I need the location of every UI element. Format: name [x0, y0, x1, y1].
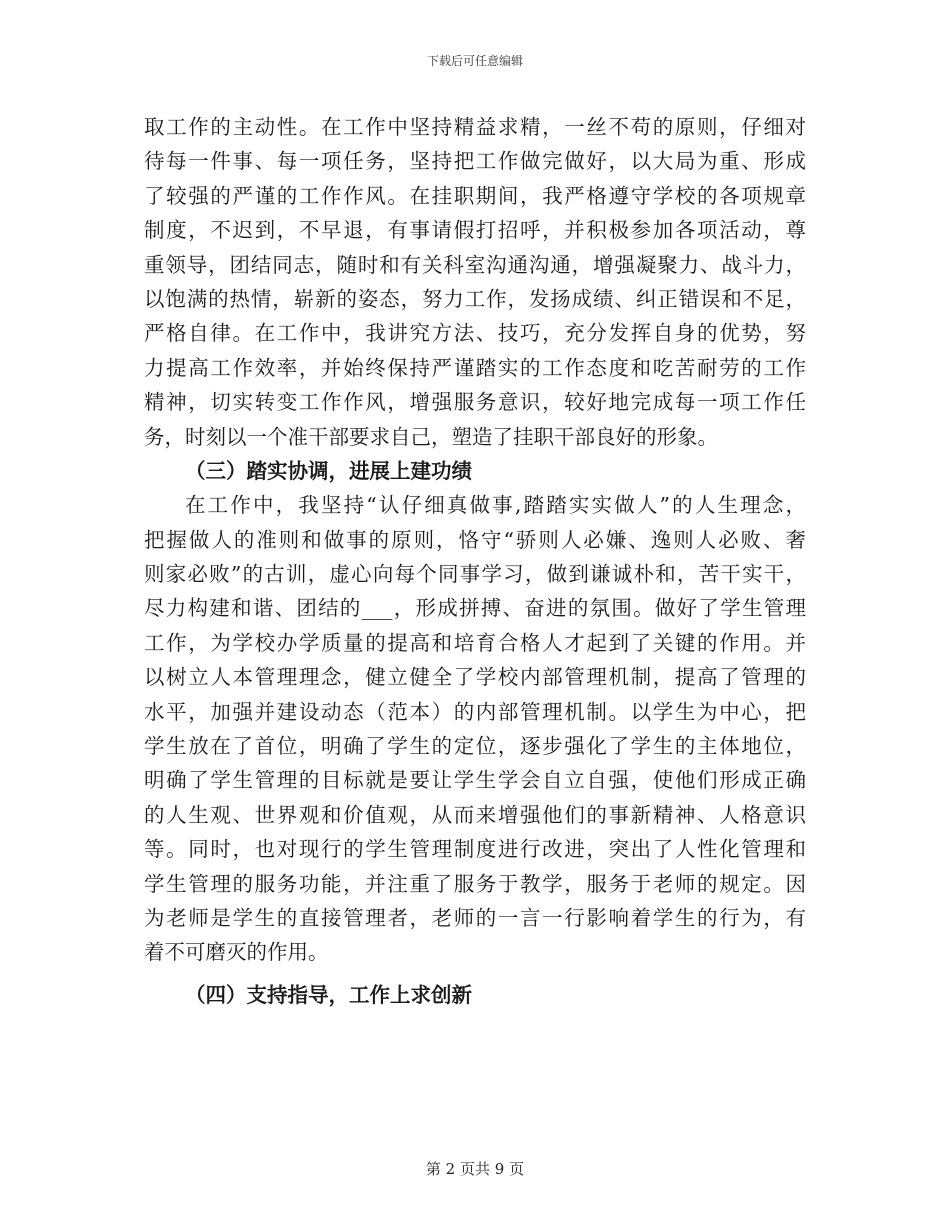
document-body [144, 110, 806, 1012]
text-line: 以饱满的热情，崭新的姿态，努力工作，发扬成绩、纠正错误和不足， [144, 286, 806, 311]
text-line: 着不可磨灭的作用。 [144, 940, 329, 965]
text-line: 尽力构建和谐、团结的___，形成拼搏、奋进的氛围。做好了学生管理 [144, 596, 806, 621]
text-line: 精神，切实转变工作作风，增强服务意识，较好地完成每一项工作任 [144, 390, 806, 415]
text-line: 把握做人的准则和做事的原则，恪守“骄则人必嫌、逸则人必败、奢 [144, 527, 806, 552]
text-line: 的人生观、世界观和价值观，从而来增强他们的事新精神、人格意识 [144, 802, 806, 827]
text-line: 制度，不迟到，不早退，有事请假打招呼，并积极参加各项活动，尊 [144, 218, 806, 243]
text-line: 学生管理的服务功能，并注重了服务于教学，服务于老师的规定。因 [144, 871, 806, 896]
page-header: 下载后可任意编辑 [426, 54, 523, 68]
text-line: 了较强的严谨的工作作风。在挂职期间，我严格遵守学校的各项规章 [144, 183, 806, 208]
text-line: 则家必败”的古训，虚心向每个同事学习，做到谦诚朴和，苦干实干， [144, 562, 806, 587]
text-line: 取工作的主动性。在工作中坚持精益求精，一丝不苟的原则，仔细对 [144, 115, 806, 139]
text-line: 工作，为学校办学质量的提高和培育合格人才起到了关键的作用。并 [144, 630, 806, 655]
text-line: 为老师是学生的直接管理者，老师的一言一行影响着学生的行为，有 [144, 905, 806, 930]
text-line: 力提高工作效率，并始终保持严谨踏实的工作态度和吃苦耐劳的工作 [144, 355, 806, 380]
section-heading-3: （三）踏实协调，进展上建功绩 [185, 458, 472, 483]
text-line: 重领导，团结同志，随时和有关科室沟通沟通，增强凝聚力、战斗力， [144, 252, 806, 277]
text-line: 明确了学生管理的目标就是要让学生学会自立自强，使他们形成正确 [144, 768, 806, 793]
paragraph-gap [144, 970, 806, 978]
text-line: 等。同时，也对现行的学生管理制度进行改进，突出了人性化管理和 [144, 837, 806, 862]
page-number: 第 2 页共 9 页 [425, 1160, 525, 1178]
text-line: 以树立人本管理理念，健立健全了学校内部管理机制，提高了管理的 [144, 665, 806, 690]
text-line: 水平，加强并建设动态（范本）的内部管理机制。以学生为中心，把 [144, 699, 806, 724]
section-heading-4: （四）支持指导，工作上求创新 [185, 982, 472, 1007]
text-line: 务，时刻以一个准干部要求自己，塑造了挂职干部良好的形象。 [144, 424, 718, 449]
text-line: 待每一件事、每一项任务，坚持把工作做完做好，以大局为重、形成 [144, 149, 806, 174]
text-line: 学生放在了首位，明确了学生的定位，逐步强化了学生的主体地位， [144, 734, 806, 759]
paragraph-2 [144, 488, 806, 969]
text-line: 严格自律。在工作中，我讲究方法、技巧，充分发挥自身的优势，努 [144, 321, 806, 346]
text-line: 在工作中，我坚持“认仔细真做事,踏踏实实做人”的人生理念， [185, 493, 806, 518]
paragraph-1 [144, 110, 806, 454]
